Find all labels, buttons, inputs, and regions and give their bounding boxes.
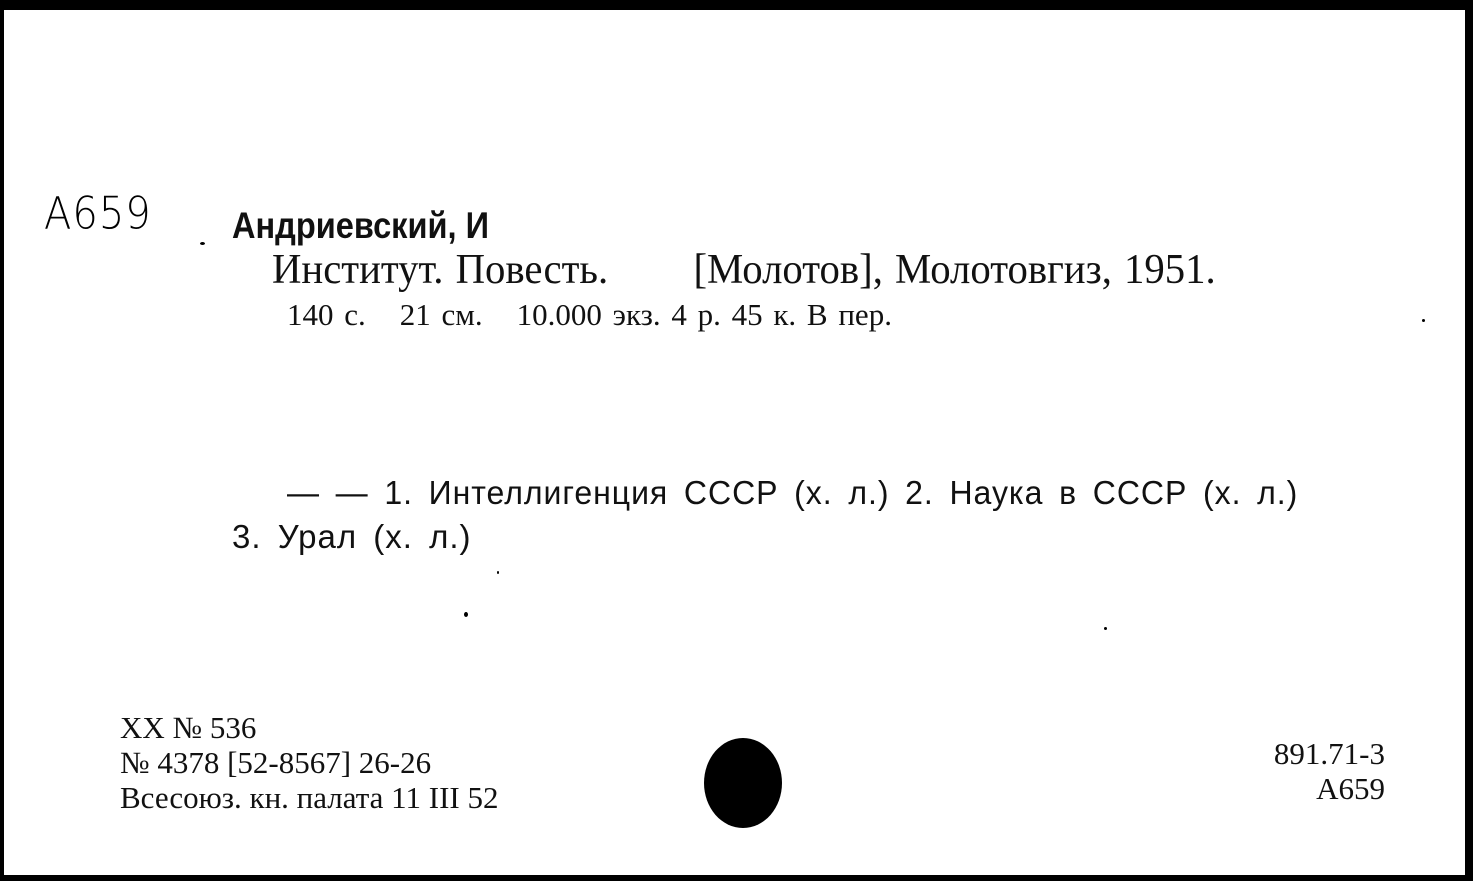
subject-headings-line-1: — — 1. Интеллигенция СССР (х. л.) 2. Наука в СССР (х. л.) — [287, 474, 1299, 511]
book-size: 21 см. — [399, 297, 483, 332]
subject-headings-line-2: 3. Урал (х. л.) — [232, 518, 472, 555]
book-title: Институт. Повесть. — [272, 247, 609, 293]
registry-line: XX № 536 — [120, 710, 257, 745]
dust-speck — [1104, 627, 1107, 630]
publisher-info: [Молотов], Молотовгиз, 1951. — [693, 247, 1216, 293]
dust-speck — [200, 242, 205, 245]
registry-block — [120, 710, 498, 815]
punch-hole — [704, 738, 782, 828]
classification-code: 891.71-3 — [1273, 736, 1385, 771]
title-line — [272, 246, 1216, 294]
dust-speck — [1422, 319, 1425, 322]
dust-speck — [464, 612, 468, 617]
registry-line: Всесоюз. кн. палата 11 III 52 — [120, 780, 499, 815]
call-number: A659 — [1316, 771, 1385, 806]
classification-block — [1274, 736, 1385, 806]
handwritten-call-number: A659 — [44, 188, 152, 240]
page-count: 140 с. — [287, 297, 366, 332]
copies-price: 10.000 экз. 4 р. 45 к. В пер. — [516, 297, 892, 332]
dust-speck — [497, 571, 499, 574]
author-heading: Андриевский, И — [232, 205, 490, 246]
registry-line: № 4378 [52-8567] 26-26 — [120, 745, 432, 780]
imprint-line — [287, 297, 892, 333]
